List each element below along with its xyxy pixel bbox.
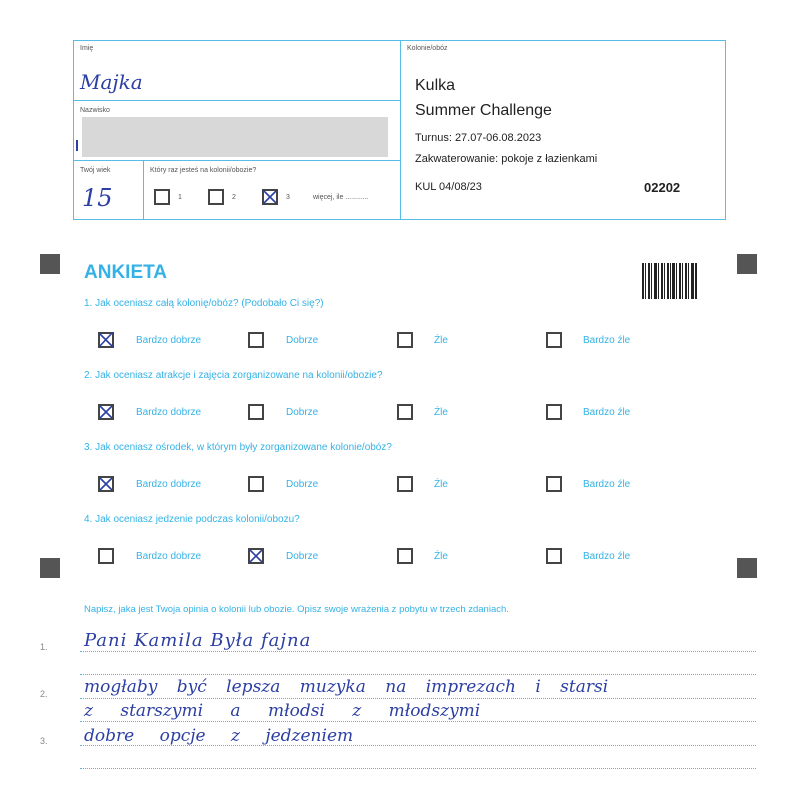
opinion-line-1[interactable]: Pani Kamila Była fajna [84, 630, 312, 651]
opinion-line-3[interactable]: dobre opcje z jedzeniem [84, 726, 354, 746]
line-number-2: 2. [40, 689, 48, 699]
q1-checkbox-zle[interactable] [397, 332, 413, 348]
q3-option-label: Dobrze [286, 479, 319, 490]
question-1: 1. Jak oceniasz całą kolonię/obóz? (Podobało Ci się?) [84, 298, 324, 309]
registration-marker [737, 558, 757, 578]
surname-ink-mark [76, 140, 78, 151]
q1-option-label: Dobrze [286, 335, 319, 346]
q4-option-label: Dobrze [286, 551, 319, 562]
camp-name: Kulka [415, 77, 456, 94]
name-value[interactable]: Majka [80, 70, 143, 94]
q1-option-label: Bardzo dobrze [136, 335, 202, 346]
surname-label: Nazwisko [80, 107, 110, 114]
times-checkbox-2[interactable] [208, 189, 224, 205]
q1-checkbox-dobrze[interactable] [248, 332, 264, 348]
name-divider [73, 100, 400, 101]
question-4: 4. Jak oceniasz jedzenie podczas kolonii/obozu? [84, 514, 300, 525]
header-divider [400, 40, 401, 220]
q4-checkbox-bardzo-zle[interactable] [546, 548, 562, 564]
line-number-3: 3. [40, 736, 48, 746]
registration-marker [40, 558, 60, 578]
camp-program: Summer Challenge [415, 102, 552, 119]
q1-option-label: Źle [434, 335, 448, 346]
surname-divider [73, 160, 400, 161]
q3-checkbox-bardzo-zle[interactable] [546, 476, 562, 492]
camp-label: Kolonie/obóz [407, 45, 448, 52]
opinion-prompt: Napisz, jaka jest Twoja opinia o kolonii lub obozie. Opisz swoje wrażenia z pobytu w trzech zdaniach. [84, 604, 509, 615]
writing-line [80, 674, 756, 675]
q4-option-label: Bardzo źle [583, 551, 631, 562]
writing-line [80, 768, 756, 769]
age-divider [143, 160, 144, 220]
q4-checkbox-zle[interactable] [397, 548, 413, 564]
survey-title: ANKIETA [84, 262, 168, 283]
age-value[interactable]: 15 [82, 184, 113, 212]
registration-marker [737, 254, 757, 274]
q2-option-label: Bardzo źle [583, 407, 631, 418]
camp-code: KUL 04/08/23 [415, 181, 482, 193]
checkmark-x-icon [248, 548, 264, 564]
q1-checkbox-bardzo-zle[interactable] [546, 332, 562, 348]
form-number: 02202 [644, 180, 681, 195]
age-label: Twój wiek [80, 167, 111, 174]
q3-option-label: Bardzo dobrze [136, 479, 202, 490]
question-2: 2. Jak oceniasz atrakcje i zajęcia zorganizowane na kolonii/obozie? [84, 370, 383, 381]
opinion-line-2-continued[interactable]: z starszymi a młodsi z młodszymi [84, 701, 481, 721]
q3-option-label: Bardzo źle [583, 479, 631, 490]
q2-option-label: Bardzo dobrze [136, 407, 202, 418]
q4-checkbox-dobrze[interactable] [248, 548, 264, 564]
q2-checkbox-bardzo-zle[interactable] [546, 404, 562, 420]
question-3: 3. Jak oceniasz ośrodek, w którym były zorganizowane kolonie/obóz? [84, 442, 392, 453]
times-checkbox-1[interactable] [154, 189, 170, 205]
checkmark-x-icon [262, 189, 278, 205]
turnus-info: Turnus: 27.07-06.08.2023 [415, 132, 542, 144]
line-number-1: 1. [40, 642, 48, 652]
q2-option-label: Dobrze [286, 407, 319, 418]
q4-option-label: Źle [434, 551, 448, 562]
writing-line [80, 651, 756, 652]
name-label: Imię [80, 45, 94, 52]
q3-checkbox-zle[interactable] [397, 476, 413, 492]
q1-checkbox-bardzo-dobrze[interactable] [98, 332, 114, 348]
q2-checkbox-bardzo-dobrze[interactable] [98, 404, 114, 420]
surname-redaction [82, 117, 388, 157]
q1-option-label: Bardzo źle [583, 335, 631, 346]
q2-checkbox-dobrze[interactable] [248, 404, 264, 420]
opinion-line-2[interactable]: mogłaby być lepsza muzyka na imprezach i starsi [84, 677, 609, 697]
q3-checkbox-dobrze[interactable] [248, 476, 264, 492]
checkmark-x-icon [98, 404, 114, 420]
times-option-1: 1 [178, 194, 182, 201]
checkmark-x-icon [98, 476, 114, 492]
q3-checkbox-bardzo-dobrze[interactable] [98, 476, 114, 492]
barcode-icon [642, 263, 698, 299]
times-checkbox-3[interactable] [262, 189, 278, 205]
times-label: Który raz jesteś na kolonii/obozie? [150, 167, 257, 174]
times-option-3: 3 [286, 194, 290, 201]
accommodation-info: Zakwaterowanie: pokoje z łazienkami [415, 153, 598, 165]
q4-checkbox-bardzo-dobrze[interactable] [98, 548, 114, 564]
times-option-2: 2 [232, 194, 236, 201]
writing-line [80, 698, 756, 699]
q3-option-label: Źle [434, 479, 448, 490]
q2-checkbox-zle[interactable] [397, 404, 413, 420]
q4-option-label: Bardzo dobrze [136, 551, 202, 562]
registration-marker [40, 254, 60, 274]
writing-line [80, 721, 756, 722]
times-more-label: więcej, ile ............ [313, 194, 369, 201]
checkmark-x-icon [98, 332, 114, 348]
q2-option-label: Źle [434, 407, 448, 418]
